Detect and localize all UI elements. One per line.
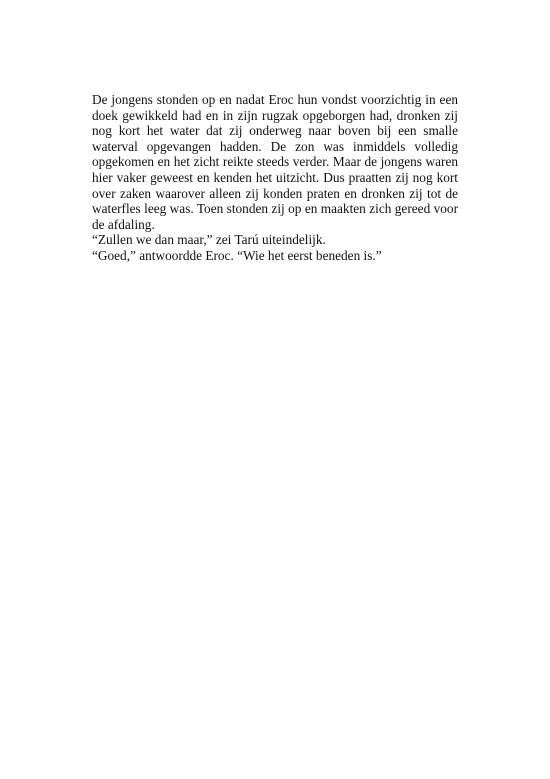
page-text-block [92, 92, 458, 264]
dialogue-line: “Zullen we dan maar,” zei Tarú uiteindelijk. [92, 232, 326, 248]
body-paragraph: De jongens stonden op en nadat Eroc hun vondst voorzichtig in een doek gewikkeld had en in zijn rugzak opgeborgen had, dronken zij nog kort het water dat zij onderweg naar boven bij een smalle waterval opgevangen hadden. De zon was inmiddels volledig opgekomen en het zicht reikte steeds verder. Maar de jongens waren hier vaker geweest en kenden het uitzicht. Dus praatten zij nog kort over zaken waarover alleen zij konden praten en dronken zij tot de waterfles leeg was. Toen stonden zij op en maakten zich gereed voor de afdaling. [92, 92, 458, 232]
dialogue-line: “Goed,” antwoordde Eroc. “Wie het eerst beneden is.” [92, 247, 382, 263]
